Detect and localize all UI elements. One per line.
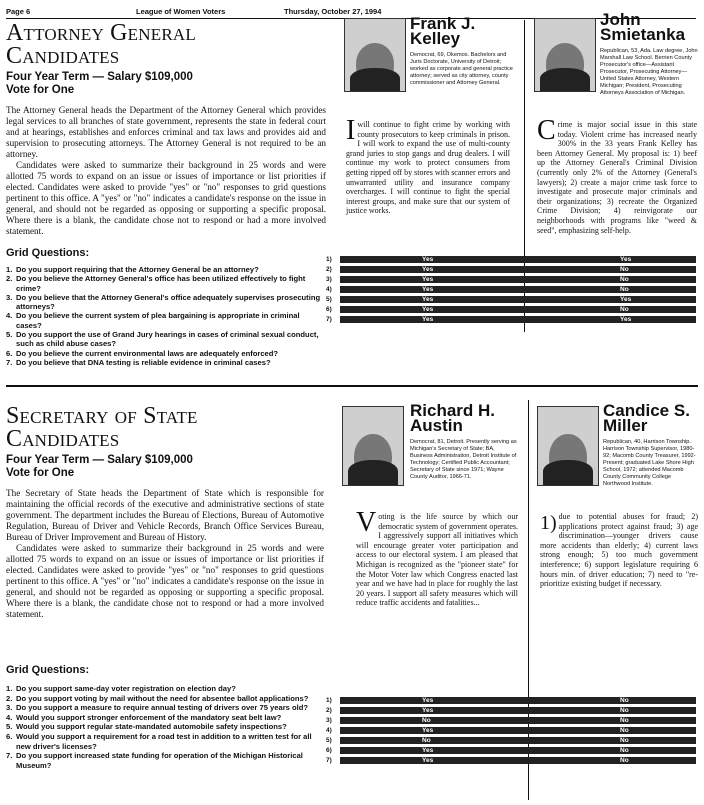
sos-candidate1-bio: Democrat, 81, Detroit. Presently serving as Michigan's Secretary of State; BA, Business Administration, Detroit Institute of Technology; Certified Public Accountant; Secretary of State since 1971; Wayne County Auditor, 1966-71. — [410, 439, 517, 480]
ag-candidate1-bio: Democrat, 69, Okemos. Bachelors and Juris Doctorate, University of Detroit; worked as corporate and general practice attorney; served as city attorney, county commissioner and Attorney General. — [410, 52, 513, 86]
grid-answer-row — [340, 757, 696, 764]
candidate1-answer: Yes — [422, 316, 434, 323]
candidate1-answer: Yes — [422, 276, 434, 283]
grid-answer-row — [340, 717, 696, 724]
grid-answer-row — [340, 737, 696, 744]
grid-answer-row — [340, 266, 696, 273]
ag-candidate2-statement-text: rime is major social issue in this state today. Violent crime has increased nearly 300% in the 33 years Frank Kelley has been Attorney General. My proposal is: 1) beef up the Attorney General's Criminal Division (currently only 2% of the Attorney (General's lawyers); 2) create a major crime task force to investigate and prosecute major criminals and their organizations; 3) recreate the Organized Crime Division; 4) reinvigorate our neighborhoods with programs like "weed & seed", emphasizing self-help. — [537, 120, 697, 235]
ag-candidate2-statement — [537, 115, 697, 235]
sos-candidate2-name2: Miller — [603, 416, 648, 435]
grid-question-text: Would you support regular state-mandated automobile safety inspections? — [16, 722, 287, 732]
grid-answer-row — [340, 276, 696, 283]
grid-question — [6, 732, 316, 751]
grid-question-text: Do you support the use of Grand Jury hearings in cases of criminal sexual conduct, such as child abuse cases? — [16, 330, 319, 349]
grid-question — [6, 713, 316, 723]
grid-answer-row — [340, 707, 696, 714]
candidate1-answer: Yes — [422, 727, 434, 734]
candidate2-answer: No — [620, 747, 629, 754]
sos-grid-heading: Grid Questions: — [6, 664, 90, 676]
grid-question-number: 7. — [6, 357, 13, 367]
candidate2-answer: No — [620, 757, 629, 764]
grid-row-number: 5) — [326, 737, 332, 744]
ag-candidate2-bio: Republican, 53, Ada. Law degree, John Marshall Law School. Berrien County Prosecutor's office—Assistant Prosecutor, Prosecuting Attorney—United States Attorney, Western Michigan; President, Prosecuting Attorneys Association of Michigan. — [600, 48, 698, 96]
grid-question — [6, 358, 326, 367]
grid-question — [6, 293, 326, 312]
ag-candidate1-name1: Frank J. — [410, 14, 476, 33]
sos-candidate2-bio: Republican, 40, Harrison Township. Harrison Township Supervisor, 1980-92; Macomb County Treasurer, 1992-Present; graduated Lake Shore High School, 1972; attended Macomb County Community College Northwood Institute. — [603, 439, 696, 487]
ag-question-list — [6, 265, 326, 367]
candidate1-answer: Yes — [422, 707, 434, 714]
grid-row-number: 4) — [326, 286, 332, 293]
grid-question-number: 6. — [6, 348, 13, 358]
grid-question-number: 5. — [6, 330, 13, 340]
grid-question — [6, 265, 326, 274]
candidate2-answer: No — [620, 727, 629, 734]
ag-term: Four Year Term — Salary $109,000 — [6, 71, 193, 83]
grid-question — [6, 274, 326, 293]
sos-title-line2: Candidates — [6, 426, 120, 452]
grid-row-number: 6) — [326, 747, 332, 754]
grid-question — [6, 349, 326, 358]
grid-answer-row — [340, 306, 696, 313]
candidate2-answer: Yes — [620, 296, 632, 303]
grid-row-number: 2) — [326, 266, 332, 273]
grid-question-text: Would you support a requirement for a road test in addition to a written test for all new driver's licenses? — [16, 731, 312, 751]
candidate2-answer: No — [620, 717, 629, 724]
grid-question-number: 2. — [6, 693, 13, 703]
ag-answer-grid — [326, 256, 698, 328]
grid-question-text: Do you believe that DNA testing is reliable evidence in criminal cases? — [16, 357, 271, 367]
grid-answer-row — [340, 727, 696, 734]
sos-intro-column — [6, 405, 324, 620]
ag-intro-2: Candidates were asked to summarize their background in 25 words and were allotted 75 words to expand on an issue or issues of importance or list priorities if elected. Candidates were asked to provide "yes" or "no" responses to grid questions pertinent to this office. A "yes" or "no" indicates a candidate's response on the issue in general, and should not be regarded as opposing or supporting a specific proposal. Where there is a blank, the candidate chose not to respond or had a more involved statement. — [6, 160, 326, 236]
candidate1-answer: Yes — [422, 296, 434, 303]
grid-question — [6, 722, 316, 732]
sos-term: Four Year Term — Salary $109,000 — [6, 454, 193, 466]
grid-answer-row — [340, 747, 696, 754]
grid-question-text: Do you support requiring that the Attorney General be an attorney? — [16, 265, 259, 274]
sos-question-list — [6, 684, 316, 770]
candidate1-answer: Yes — [422, 306, 434, 313]
sos-answer-grid — [326, 697, 698, 769]
ag-candidate1-photo — [344, 18, 406, 92]
candidate2-answer: No — [620, 266, 629, 273]
grid-answer-row — [340, 256, 696, 263]
grid-question — [6, 751, 316, 770]
grid-row-number: 4) — [326, 727, 332, 734]
grid-question-text: Do you support increased state funding for operation of the Michigan Historical Museum? — [16, 751, 303, 770]
ag-candidate2-dropcap: C — [537, 115, 556, 146]
sos-candidate2-photo — [537, 406, 599, 486]
grid-row-number: 3) — [326, 717, 332, 724]
candidate1-answer: No — [422, 737, 431, 744]
sos-candidate1-photo — [342, 406, 404, 486]
grid-question — [6, 703, 316, 713]
ag-candidate1-statement — [346, 115, 510, 216]
sos-candidate1-name2: Austin — [410, 416, 463, 435]
candidate1-answer: Yes — [422, 286, 434, 293]
candidate1-answer: No — [422, 717, 431, 724]
sos-candidate1-statement-text: oting is the life source by which our democratic system of government operates. I aggressively support all initiatives which will encourage greater voter participation and access to our electoral system. I am pleased that Michigan is recognized as the "pioneer state" for the Motor Voter law which Congress enacted last year and we have had in place for roughly the last 20 years. I support all safety measures which will reduce traffic accidents and fatalities... — [356, 512, 518, 608]
ag-title-line2: Candidates — [6, 43, 120, 69]
grid-question-number: 4. — [6, 311, 13, 321]
grid-question-number: 1. — [6, 684, 13, 693]
grid-question-text: Would you support stronger enforcement of the mandatory seat belt law? — [16, 712, 282, 722]
grid-row-number: 1) — [326, 697, 332, 704]
candidate1-answer: Yes — [422, 757, 434, 764]
ag-title-line1: Attorney General — [6, 20, 196, 46]
grid-row-number: 6) — [326, 306, 332, 313]
grid-question-text: Do you believe that the Attorney General's office adequately supervises prosecuting attorneys? — [16, 292, 321, 312]
sos-candidate1-dropcap: V — [356, 507, 377, 538]
issue-date: Thursday, October 27, 1994 — [284, 7, 382, 16]
grid-question-number: 4. — [6, 712, 13, 722]
section-divider — [6, 385, 698, 387]
grid-question — [6, 311, 326, 330]
candidate1-answer: Yes — [422, 266, 434, 273]
grid-question-number: 7. — [6, 751, 13, 761]
grid-question-text: Do you support voting by mail without the need for absentee ballot applications? — [16, 693, 309, 703]
grid-row-number: 5) — [326, 296, 332, 303]
sos-candidate1-header — [410, 403, 518, 481]
sos-candidate1-statement — [356, 507, 518, 608]
grid-question-number: 3. — [6, 703, 13, 713]
candidate1-answer: Yes — [422, 256, 434, 263]
sos-candidate1-name1: Richard H. — [410, 401, 496, 420]
sos-candidate2-header — [603, 403, 699, 488]
candidate1-answer: Yes — [422, 697, 434, 704]
ag-candidate2-photo — [534, 18, 596, 92]
grid-answer-row — [340, 697, 696, 704]
ag-candidate2-header — [600, 12, 698, 97]
grid-row-number: 7) — [326, 316, 332, 323]
ag-candidate1-dropcap: I — [346, 115, 356, 146]
grid-question-number: 2. — [6, 274, 13, 284]
grid-question-text: Do you support a measure to require annual testing of drivers over 75 years old? — [16, 703, 309, 713]
grid-row-number: 2) — [326, 707, 332, 714]
candidate2-answer: Yes — [620, 316, 632, 323]
ag-candidate1-header — [410, 16, 515, 87]
grid-question-text: Do you support same-day voter registration on election day? — [16, 684, 236, 693]
ag-vote: Vote for One — [6, 84, 75, 96]
grid-question — [6, 694, 316, 704]
grid-question-number: 6. — [6, 731, 13, 741]
grid-question-text: Do you believe the current system of plea bargaining is appropriate in criminal cases? — [16, 311, 300, 330]
grid-question — [6, 330, 326, 349]
sos-intro-2: Candidates were asked to summarize their background in 25 words and were allotted 75 words to expand on an issue or issues of importance or list priorities if elected. Candidates were asked to provide "yes" or "no" responses to grid questions pertinent to this office. A "yes" or "no" indicates a candidate's response on the issue in general, and should not be regarded as opposing or supporting a specific proposal. Where there is a blank, the candidate chose not to respond or had a more involved statement. — [6, 543, 324, 619]
sos-candidate2-name1: Candice S. — [603, 401, 690, 420]
candidate2-answer: No — [620, 286, 629, 293]
candidate2-answer: No — [620, 707, 629, 714]
sos-candidate2-dropcap: 1) — [540, 512, 557, 534]
candidate2-answer: No — [620, 276, 629, 283]
grid-row-number: 7) — [326, 757, 332, 764]
ag-candidate2-name1: John — [600, 10, 641, 29]
sos-candidate2-statement-text: due to potential abuses for fraud; 2) applications protect against fraud; 3) age discrimination—younger drivers cause more accidents than elderly; 4) current laws strong enough; 5) too much government interference; 6) support legislature requiring 6 hours min. of driver education; 7) need to "re-prioritize existing budget if necessary. — [540, 512, 698, 589]
ag-candidate2-name2: Smietanka — [600, 25, 686, 44]
page-number: Page 6 — [6, 7, 31, 16]
grid-row-number: 3) — [326, 276, 332, 283]
grid-question-text: Do you believe the current environmental laws are adequately enforced? — [16, 348, 279, 358]
sos-intro: The Secretary of State heads the Department of State which is responsible for maintaining the official records of the executive and administrative sections of state government. The department includes the Bureau of Elections, Bureau of Automotive Regulation, Bureau of Driver and Vehicle Records, Branch Office Services Bureau, Bureau of Driver Improvement and Bureau of History. — [6, 488, 324, 542]
grid-answer-row — [340, 286, 696, 293]
grid-question-number: 5. — [6, 722, 13, 732]
candidate2-answer: No — [620, 697, 629, 704]
candidate2-answer: No — [620, 737, 629, 744]
grid-question-number: 3. — [6, 292, 13, 302]
sos-vote: Vote for One — [6, 467, 75, 479]
candidate2-answer: Yes — [620, 256, 632, 263]
grid-question-number: 1. — [6, 265, 13, 274]
ag-intro-column — [6, 22, 326, 367]
publication-name: League of Women Voters — [136, 7, 226, 16]
grid-answer-row — [340, 296, 696, 303]
grid-question-text: Do you believe the Attorney General's office has been utilized effectively to fight crime? — [16, 274, 306, 293]
candidate1-answer: Yes — [422, 747, 434, 754]
ag-candidate1-statement-text: will continue to fight crime by working with county prosecutors to keep criminals in prison. I will work to expand the use of multi-county grand juries to stop gangs and drug dealers. I will continue my work to protect consumers from getting ripped off by stores with scanner errors and unwarranted utility and insurance company overcharges. I will continue to fight the special interest groups, and make sure that our system of justice works. — [346, 120, 510, 216]
grid-row-number: 1) — [326, 256, 332, 263]
ag-grid-heading: Grid Questions: — [6, 247, 90, 259]
grid-question — [6, 684, 316, 694]
candidate2-answer: No — [620, 306, 629, 313]
sos-candidate2-statement — [540, 512, 698, 589]
ag-intro: The Attorney General heads the Department of the Attorney General which provides legal services to all branches of state government, represents the state in federal court and at hearings, establishes and enforces criminal and tax laws and provides aid and supervision to prosecuting attorneys. The Attorney General is not required to be an attorney. — [6, 105, 326, 159]
sos-title-line1: Secretary of State — [6, 403, 198, 429]
ag-candidate1-name2: Kelley — [410, 29, 461, 48]
grid-answer-row — [340, 316, 696, 323]
